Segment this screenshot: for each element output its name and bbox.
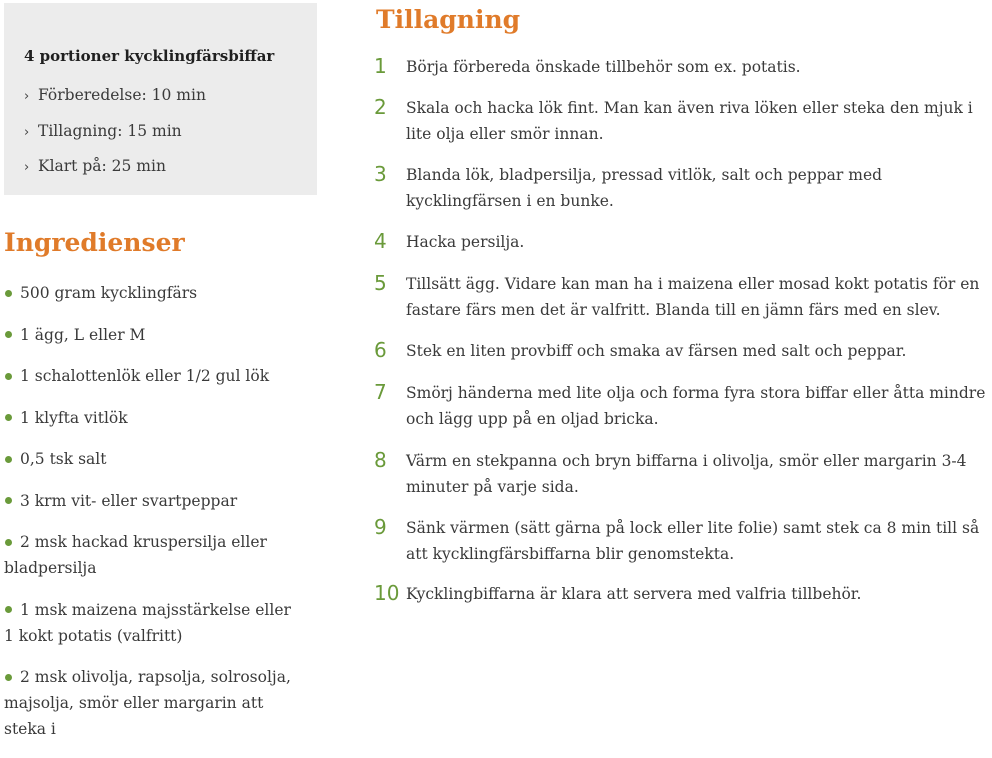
bullet-dot-icon <box>5 456 12 463</box>
ingredient-item <box>4 529 304 581</box>
step-text: Hacka persilja. <box>406 233 525 251</box>
ingredient-item <box>4 446 304 472</box>
ingredient-text: 3 krm vit- eller svartpeppar <box>20 491 238 510</box>
step-number: 10 <box>374 581 400 605</box>
step-number: 3 <box>374 162 387 186</box>
step-text: Värm en stekpanna och bryn biffarna i olivolja, smör eller margarin 3-4 minuter på varje sida. <box>406 452 967 496</box>
cook-time-text: Tillagning: 15 min <box>38 121 182 140</box>
prep-time-text: Förberedelse: 10 min <box>38 86 206 104</box>
bullet-dot-icon <box>5 373 12 380</box>
ingredients-heading: Ingredienser <box>4 228 185 257</box>
ready-time-item <box>24 156 317 178</box>
step-text: Stek en liten provbiff och smaka av färsen med salt och peppar. <box>406 342 907 360</box>
step-number: 7 <box>374 380 387 404</box>
step-text: Blanda lök, bladpersilja, pressad vitlök, salt och peppar med kycklingfärsen i en bunke. <box>406 166 883 210</box>
bullet-dot-icon <box>5 539 12 546</box>
step-text: Tillsätt ägg. Vidare kan man ha i maizena eller mosad kokt potatis för en fastare färs men det är valfritt. Blanda till en jämn färs med en slev. <box>406 275 980 319</box>
prep-time-item <box>24 85 317 107</box>
step-number: 1 <box>374 54 387 78</box>
step-text: Sänk värmen (sätt gärna på lock eller lite folie) samt stek ca 8 min till så att kycklingfärsbiffarna blir genomstekta. <box>406 519 980 563</box>
ingredient-text: 0,5 tsk salt <box>20 450 107 468</box>
time-list <box>24 85 317 178</box>
ready-time-text: Klart på: 25 min <box>38 157 166 175</box>
bullet-dot-icon <box>5 674 12 681</box>
servings-title: 4 portioner kycklingfärsbiffar <box>24 47 275 65</box>
ingredient-item <box>4 488 304 514</box>
ingredient-item <box>4 280 304 306</box>
ingredient-text: 500 gram kycklingfärs <box>20 284 198 302</box>
step-number: 5 <box>374 271 387 295</box>
step-number: 6 <box>374 338 387 362</box>
ingredient-item <box>4 405 304 431</box>
step-text: Smörj händerna med lite olja och forma fyra stora biffar eller åtta mindre och lägg upp på en oljad bricka. <box>406 384 986 428</box>
chevron-right-icon: › <box>24 124 30 140</box>
bullet-dot-icon <box>5 606 12 613</box>
step-number: 2 <box>374 95 387 119</box>
ingredient-text: 1 schalottenlök eller 1/2 gul lök <box>20 367 270 385</box>
step-text: Kycklingbiffarna är klara att servera med valfria tillbehör. <box>406 585 862 603</box>
ingredient-item <box>4 597 304 649</box>
ingredient-text: 2 msk olivolja, rapsolja, solrosolja, majsolja, smör eller margarin att steka i <box>4 668 291 738</box>
ingredient-text: 1 klyfta vitlök <box>20 408 128 427</box>
cook-time-item <box>24 121 317 143</box>
step-text: Skala och hacka lök fint. Man kan även riva löken eller steka den mjuk i lite olja eller smör innan. <box>406 99 973 143</box>
recipe-info-box <box>4 3 317 195</box>
bullet-dot-icon <box>5 414 12 421</box>
ingredient-text: 2 msk hackad kruspersilja eller bladpersilja <box>4 533 267 577</box>
step-number: 9 <box>374 515 387 539</box>
bullet-dot-icon <box>5 290 12 297</box>
ingredient-item <box>4 363 304 389</box>
ingredient-text: 1 msk maizena majsstärkelse eller 1 kokt potatis (valfritt) <box>4 600 291 645</box>
bullet-dot-icon <box>5 331 12 338</box>
ingredients-list <box>4 280 304 758</box>
ingredient-item <box>4 322 304 348</box>
step-number: 8 <box>374 448 387 472</box>
chevron-right-icon: › <box>24 89 30 104</box>
bullet-dot-icon <box>5 497 12 504</box>
preparation-heading: Tillagning <box>376 5 521 34</box>
ingredient-text: 1 ägg, L eller M <box>20 325 146 344</box>
step-text: Börja förbereda önskade tillbehör som ex. potatis. <box>406 58 801 76</box>
chevron-right-icon: › <box>24 160 30 175</box>
step-number: 4 <box>374 229 387 253</box>
ingredient-item <box>4 664 304 742</box>
